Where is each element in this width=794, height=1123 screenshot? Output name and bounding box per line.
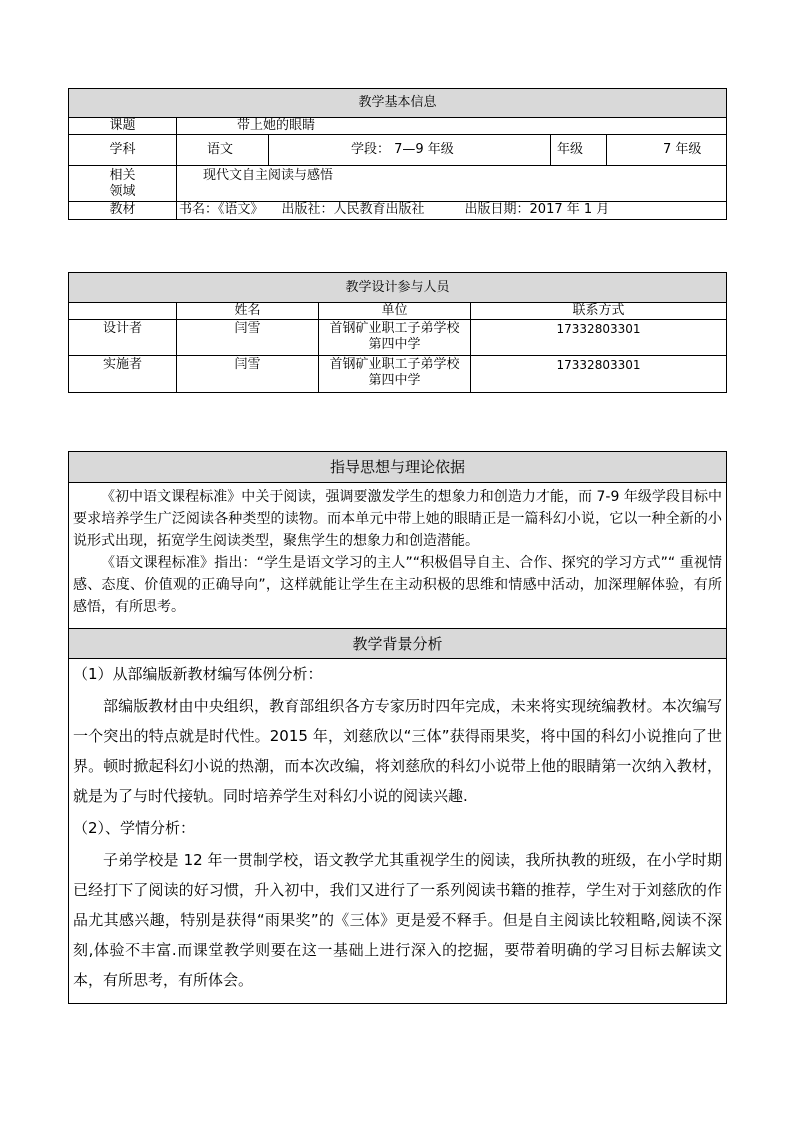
unit-line1: 首钢矿业职工子弟学校 [329,321,460,336]
contact-cell: 17332803301 [471,320,727,356]
background-body [69,659,727,1004]
unit-cell [319,320,471,356]
textbook-publisher: 出版社：人民教育出版社 [281,202,425,217]
analysis-table [68,451,727,1004]
guidance-para2: 《语文课程标准》指出：“学生是语文学习的主人”“积极倡导自主、合作、探究的学习方式”“ 重视情感、态度、价值观的正确导向”，这样就能让学生在主动积极的思维和情感中活动，加深理解体验，有所感悟，有所思考。 [73,555,722,615]
stage-value: 学段： 7—9 年级 [269,135,551,166]
participants-table [68,272,727,393]
col-contact-header: 联系方式 [471,303,727,320]
name-cell: 闫雪 [177,356,319,393]
background-para1: 部编版教材由中央组织，教育部组织各方专家历时四年完成，未来将实现统编教材。本次编写一个突出的特点就是时代性。2015 年，刘慈欣以“三体”获得雨果奖，将中国的科幻小说推向了世界。顿时掀起科幻小说的热潮，而本次改编，将刘慈欣的科幻小说带上他的眼睛第一次纳入教材，就是为了与时代接轨。同时培养学生对科幻小说的阅读兴趣. [73,697,722,805]
participants-header: 教学设计参与人员 [69,273,727,303]
col-name-header: 姓名 [177,303,319,320]
unit-line2: 第四中学 [368,373,421,388]
table-row [69,320,727,356]
role-cell: 设计者 [69,320,177,356]
table-row [69,356,727,393]
field-label [69,166,177,202]
unit-line2: 第四中学 [368,337,421,352]
course-label: 课题 [69,118,177,135]
col-unit-header: 单位 [319,303,471,320]
participants-role-header [69,303,177,320]
name-cell: 闫雪 [177,320,319,356]
textbook-date: 出版日期：2017 年 1 月 [464,202,610,217]
unit-cell [319,356,471,393]
guidance-para1: 《初中语文课程标准》中关于阅读，强调要激发学生的想象力和创造力才能，而 7-9 年级学段目标中要求培养学生广泛阅读各种类型的读物。而本单元中带上她的眼睛正是一篇科幻小说，它以一种全新的小说形式出现，拓宽学生阅读类型，聚焦学生的想象力和创造潜能。 [73,489,722,549]
background-header: 教学背景分析 [69,629,727,659]
background-para2: 子弟学校是 12 年一贯制学校，语文教学尤其重视学生的阅读，我所执教的班级，在小学时期已经打下了阅读的好习惯，升入初中，我们又进行了一系列阅读书籍的推荐，学生对于刘慈欣的作品尤其感兴趣，特别是获得“雨果奖”的《三体》更是爱不释手。但是自主阅读比较粗略,阅读不深刻,体验不丰富.而课堂教学则要在这一基础上进行深入的挖掘，要带着明确的学习目标去解读文本，有所思考，有所体会。 [73,851,722,989]
role-cell: 实施者 [69,356,177,393]
basic-info-header: 教学基本信息 [69,89,727,118]
background-sub2: （2）、学情分析： [73,819,196,837]
textbook-value [177,202,727,220]
subject-label: 学科 [69,135,177,166]
guidance-body [69,483,727,629]
field-label-line2: 领域 [109,184,136,199]
guidance-header: 指导思想与理论依据 [69,452,727,483]
grade-label: 年级 [551,135,607,166]
textbook-name: 书名：《语文》 [179,202,264,217]
background-sub1: （1）从部编版新教材编写体例分析： [73,665,323,683]
grade-value: 7 年级 [607,135,727,166]
course-value: 带上她的眼睛 [177,118,727,135]
unit-line1: 首钢矿业职工子弟学校 [329,357,460,372]
field-value: 现代文自主阅读与感悟 [177,166,727,202]
subject-value: 语文 [177,135,269,166]
field-label-line1: 相关 [109,168,136,183]
basic-info-table [68,88,727,220]
contact-cell: 17332803301 [471,356,727,393]
textbook-label: 教材 [69,202,177,220]
